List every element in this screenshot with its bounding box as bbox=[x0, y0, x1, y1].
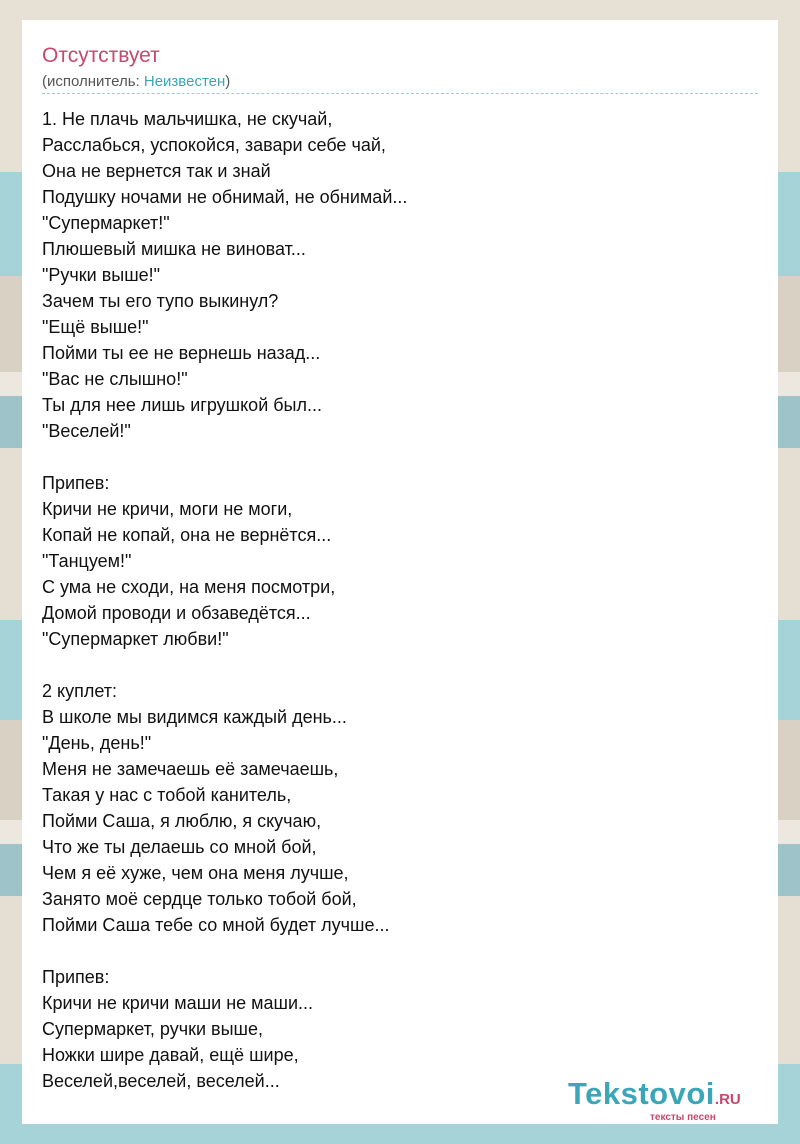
lyric-line: "Танцуем!" bbox=[42, 551, 132, 571]
lyric-line: В школе мы видимся каждый день... bbox=[42, 707, 347, 727]
logo-tagline: тексты песен bbox=[650, 1112, 716, 1123]
lyric-line: Супермаркет, ручки выше, bbox=[42, 1019, 263, 1039]
lyric-line: "День, день!" bbox=[42, 733, 152, 753]
lyric-line: "Супермаркет!" bbox=[42, 213, 170, 233]
lyric-line: Кричи не кричи маши не маши... bbox=[42, 993, 314, 1013]
lyric-line: Зачем ты его тупо выкинул? bbox=[42, 291, 279, 311]
logo-wordmark bbox=[568, 1076, 741, 1112]
artist-suffix: ) bbox=[225, 73, 231, 90]
lyric-line: Такая у нас с тобой канитель, bbox=[42, 785, 292, 805]
lyric-line: "Ручки выше!" bbox=[42, 265, 161, 285]
lyric-line: Припев: bbox=[42, 967, 110, 987]
lyric-line: Веселей,веселей, веселей... bbox=[42, 1071, 280, 1091]
logo-tld: .RU bbox=[714, 1091, 741, 1108]
lyrics-body bbox=[42, 106, 752, 1094]
lyric-line: Чем я её хуже, чем она меня лучше, bbox=[42, 863, 349, 883]
lyric-line bbox=[42, 938, 752, 964]
lyric-line: Ты для нее лишь игрушкой был... bbox=[42, 395, 323, 415]
lyric-line: Что же ты делаешь со мной бой, bbox=[42, 837, 317, 857]
lyric-line: "Веселей!" bbox=[42, 421, 131, 441]
lyric-line: Занято моё сердце только тобой бой, bbox=[42, 889, 357, 909]
logo-name: Tekstovoi bbox=[568, 1076, 715, 1111]
lyric-line: Домой проводи и обзаведётся... bbox=[42, 603, 311, 623]
lyric-line: Копай не копай, она не вернётся... bbox=[42, 525, 332, 545]
lyric-line: С ума не сходи, на меня посмотри, bbox=[42, 577, 336, 597]
artist-link[interactable]: Неизвестен bbox=[143, 73, 226, 90]
lyric-line: Пойми Саша тебе со мной будет лучше... bbox=[42, 915, 390, 935]
lyric-line: Она не вернется так и знай bbox=[42, 161, 271, 181]
lyric-line: Пойми Саша, я люблю, я скучаю, bbox=[42, 811, 322, 831]
lyric-line: 1. Не плачь мальчишка, не скучай, bbox=[42, 109, 333, 129]
lyric-line: "Ещё выше!" bbox=[42, 317, 149, 337]
lyric-line: Пойми ты ее не вернешь назад... bbox=[42, 343, 321, 363]
lyric-line: Ножки шире давай, ещё шире, bbox=[42, 1045, 299, 1065]
lyric-line: Меня не замечаешь её замечаешь, bbox=[42, 759, 339, 779]
site-logo[interactable] bbox=[568, 1076, 778, 1126]
lyric-line bbox=[42, 444, 752, 470]
lyric-line: "Вас не слышно!" bbox=[42, 369, 188, 389]
lyric-line: Припев: bbox=[42, 473, 110, 493]
song-title: Отсутствует bbox=[42, 44, 160, 67]
lyric-line: Кричи не кричи, моги не моги, bbox=[42, 499, 293, 519]
artist-line bbox=[42, 73, 230, 90]
artist-prefix: (исполнитель: bbox=[42, 73, 144, 90]
lyric-line: Расслабься, успокойся, завари себе чай, bbox=[42, 135, 386, 155]
lyric-line: Подушку ночами не обнимай, не обнимай... bbox=[42, 187, 408, 207]
title-divider bbox=[42, 93, 758, 94]
lyric-line: Плюшевый мишка не виноват... bbox=[42, 239, 306, 259]
lyric-line bbox=[42, 652, 752, 678]
lyric-line: "Супермаркет любви!" bbox=[42, 629, 229, 649]
lyric-line: 2 куплет: bbox=[42, 681, 117, 701]
